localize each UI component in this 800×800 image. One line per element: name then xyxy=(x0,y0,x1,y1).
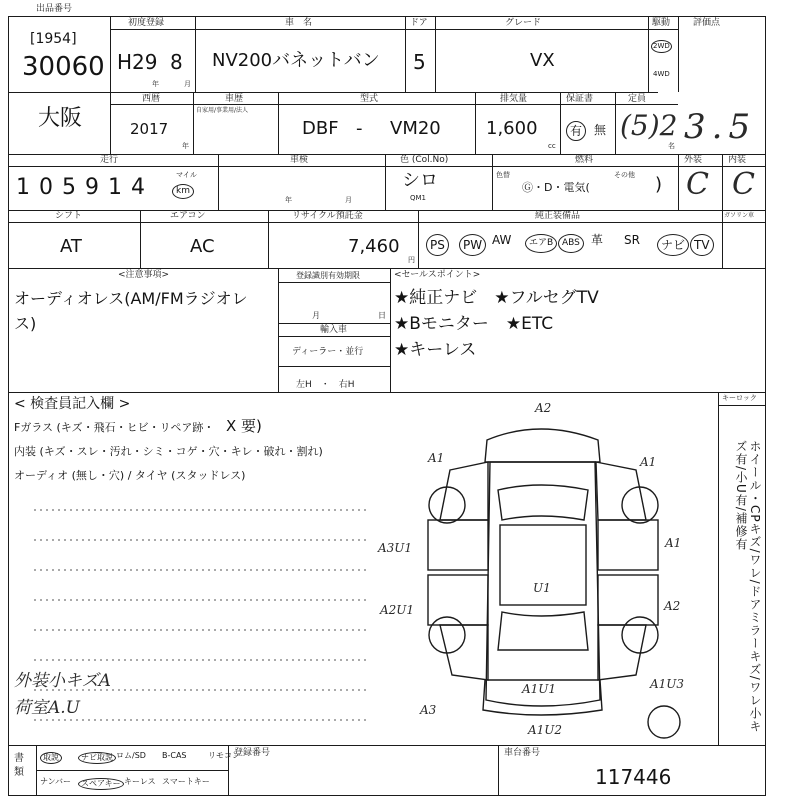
reg-month: 8 xyxy=(170,50,183,74)
displacement: 1,600 xyxy=(486,118,538,139)
era-year: H29 xyxy=(117,50,158,74)
lot-no-label: 出品番号 xyxy=(36,4,73,14)
recycle-fee: 7,460 xyxy=(348,236,400,257)
door-label: ドア xyxy=(410,18,428,28)
equipment-item: PS xyxy=(426,234,449,256)
car-rear-window xyxy=(498,612,588,650)
shaken-month: 月 xyxy=(345,196,352,204)
fuel-other: その他 xyxy=(614,171,635,179)
color-label: 色 (Col.No) xyxy=(400,155,449,165)
mileage-mile: マイル xyxy=(176,171,197,179)
caution-line1: オーディオレス(AM/FMラジオレ xyxy=(14,289,248,308)
damage-mark: A3U1 xyxy=(378,541,413,555)
inspection-line1: Fガラス (キズ・飛石・ヒビ・リペア跡・ xyxy=(14,421,215,434)
document-item: キーレス xyxy=(124,777,156,786)
recycle-label: リサイクル預託金 xyxy=(292,211,363,221)
cc-unit: cc xyxy=(548,142,556,150)
month-unit: 月 xyxy=(184,80,191,88)
reg-year: 2017 xyxy=(130,120,169,138)
equipment-item: PW xyxy=(459,234,486,256)
document-item: ナビ取説 xyxy=(78,752,116,764)
displacement-label: 排気量 xyxy=(500,94,528,104)
history-label: 車歴 xyxy=(225,94,244,104)
damage-mark: A1 xyxy=(640,455,657,469)
caution-line2: ス) xyxy=(14,314,37,333)
damage-mark: A3 xyxy=(420,703,437,717)
import-options: ディーラー・並行 xyxy=(292,347,364,357)
drive-2wd: 2WD xyxy=(651,40,672,53)
handwritten-note-2: 荷室A.U xyxy=(14,698,81,718)
equipment-item: ナビ xyxy=(657,234,689,256)
year-label: 西暦 xyxy=(142,94,161,104)
shift-label: シフト xyxy=(55,211,83,221)
grade-label: グレード xyxy=(505,18,542,28)
import-label: 輸入車 xyxy=(320,325,348,335)
fuel-label: 燃料 xyxy=(575,155,594,165)
damage-mark: A2 xyxy=(664,599,681,613)
model-dash: - xyxy=(356,118,363,139)
key-lock-label: キーロック xyxy=(722,394,757,402)
spare-wheel xyxy=(648,706,680,738)
year-unit: 年 xyxy=(152,80,159,88)
mileage: 105914 xyxy=(16,175,154,200)
capacity: (5)2 xyxy=(620,109,678,142)
model-code: VM20 xyxy=(390,118,441,139)
reg-deadline-label: 登録識別有効期限 xyxy=(296,271,360,280)
damage-mark: A1U3 xyxy=(650,677,685,691)
document-item: ロム/SD xyxy=(116,751,146,760)
sales-label: <セールスポイント> xyxy=(394,270,481,280)
shaken-year: 年 xyxy=(285,196,292,204)
car-windshield xyxy=(498,485,588,520)
warranty-label: 保証書 xyxy=(566,94,594,104)
lot-number: 30060 xyxy=(22,52,105,82)
score-value: 3.5 xyxy=(684,107,757,147)
chassis-label: 車台番号 xyxy=(504,748,541,758)
reg-no-label: 登録番号 xyxy=(234,748,271,758)
score-label: 評価点 xyxy=(693,18,721,28)
color-code: QM1 xyxy=(410,194,427,202)
handwritten-note-1: 外装小キズA xyxy=(14,671,111,691)
right-rear-door xyxy=(598,575,658,625)
damage-mark: A1 xyxy=(428,451,445,465)
reg-month-unit: 月 xyxy=(312,311,320,320)
wheel-front-left xyxy=(429,487,465,523)
document-item: スマートキー xyxy=(162,777,210,786)
equipment-item: 革 xyxy=(591,233,604,247)
mileage-label: 走行 xyxy=(100,155,119,165)
left-front-door xyxy=(428,520,488,570)
reg-year-unit: 年 xyxy=(182,142,189,150)
gasoline-label: ガソリン車 xyxy=(724,212,755,219)
history-sub: 自家用/事業用/法人 xyxy=(196,107,249,114)
doors: 5 xyxy=(413,50,426,74)
reg-day-unit: 日 xyxy=(378,311,386,320)
lot-prefix: [1954] xyxy=(30,31,77,47)
fuel-options: Ⓖ・D・電気( xyxy=(522,181,590,194)
exterior-label: 外装 xyxy=(684,155,703,165)
model-label: 型式 xyxy=(360,94,379,104)
damage-mark: U1 xyxy=(533,581,551,595)
first-reg-label: 初度登録 xyxy=(128,18,165,28)
color-change-label: 色替 xyxy=(496,171,510,179)
chassis-number: 117446 xyxy=(595,765,672,789)
right-front-door xyxy=(598,520,658,570)
capacity-unit: 名 xyxy=(668,142,675,150)
equipment-item: AW xyxy=(492,233,512,247)
car-front-bumper xyxy=(485,429,600,462)
color: シロ xyxy=(402,170,438,191)
grade: VX xyxy=(530,50,555,71)
wheel-rear-left xyxy=(429,617,465,653)
equipment-item: TV xyxy=(690,234,714,256)
caution-label: <注意事項> xyxy=(118,270,170,280)
warranty-yes: 有 xyxy=(566,121,586,141)
side-note: ホイール・CPキズ/ワレ/ドアミラーキズ/ワレ小キズ有/小U有/補修有 xyxy=(734,440,762,733)
shift: AT xyxy=(60,236,82,257)
fuel-close: ) xyxy=(655,174,663,195)
ac-label: エアコン xyxy=(170,211,206,221)
capacity-label: 定員 xyxy=(628,94,647,104)
equipment-label: 純正装備品 xyxy=(535,211,581,221)
sales-point-1: ★純正ナビ ★フルセグTV xyxy=(394,288,599,308)
venue: 大阪 xyxy=(38,106,83,131)
drive-label: 駆動 xyxy=(652,18,671,28)
sales-point-2: ★Bモニター ★ETC xyxy=(394,314,554,334)
car-name: NV200バネットバン xyxy=(212,50,380,71)
document-item: スペアキー xyxy=(78,778,124,790)
warranty-no: 無 xyxy=(594,123,607,137)
ac: AC xyxy=(190,236,215,257)
inspection-title: < 検査員記入欄 > xyxy=(14,396,131,412)
inspection-line1-mark: X 要) xyxy=(226,417,262,435)
document-item: B-CAS xyxy=(162,751,187,760)
wheel-rear-right xyxy=(622,617,658,653)
exterior-score: C xyxy=(686,167,709,202)
equipment-item: エアB xyxy=(525,234,557,253)
left-rear-door xyxy=(428,575,488,625)
model-prefix: DBF xyxy=(302,118,339,139)
document-item: リモコン xyxy=(208,751,240,760)
document-item: 取説 xyxy=(40,752,62,764)
equipment-item: SR xyxy=(624,233,640,247)
car-name-label: 車 名 xyxy=(285,18,313,28)
interior-score: C xyxy=(732,167,755,202)
mileage-km: km xyxy=(172,184,194,199)
document-item: ナンバー xyxy=(40,777,72,786)
equipment-item: ABS xyxy=(558,234,584,253)
damage-mark: A1 xyxy=(665,536,682,550)
interior-label: 内装 xyxy=(728,155,747,165)
damage-mark: A1U2 xyxy=(528,723,563,737)
steering-options: 左H ・ 右H xyxy=(296,380,355,390)
yen-unit: 円 xyxy=(408,256,415,264)
damage-mark: A2 xyxy=(535,401,552,415)
shaken-label: 車検 xyxy=(290,155,309,165)
right-front-fender xyxy=(596,462,646,520)
drive-4wd: 4WD xyxy=(653,70,670,78)
docs-label: 書類 xyxy=(14,753,24,778)
damage-mark: A2U1 xyxy=(380,603,415,617)
damage-mark: A1U1 xyxy=(522,682,557,696)
inspection-line3: オーディオ (無し・穴) / タイヤ (スタッドレス) xyxy=(14,469,246,482)
sales-point-3: ★キーレス xyxy=(394,340,477,360)
inspection-line2: 内装 (キズ・スレ・汚れ・シミ・コゲ・穴・キレ・破れ・割れ) xyxy=(14,445,323,458)
